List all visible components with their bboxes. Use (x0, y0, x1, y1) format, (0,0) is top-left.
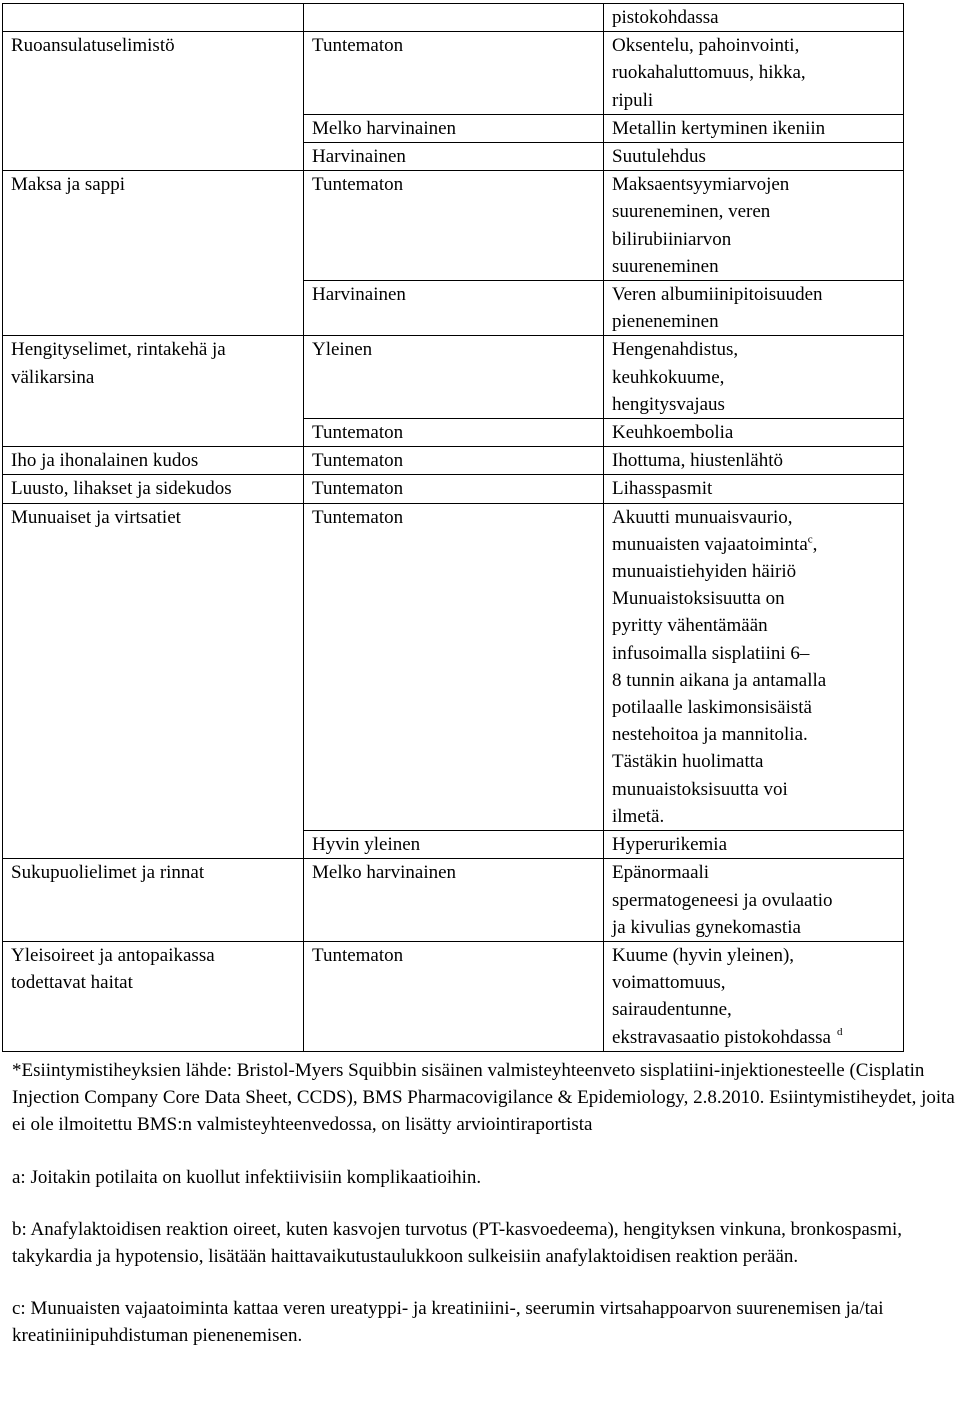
table-row (3, 831, 904, 859)
cell-text: ruokahaluttomuus, hikka, (612, 62, 806, 84)
table-row (3, 143, 904, 171)
organ-class-cell (3, 4, 304, 32)
organ-class-cell (3, 503, 304, 830)
cell-text: Kuume (hyvin yleinen), (612, 944, 795, 966)
frequency-text: Melko harvinainen (312, 862, 457, 884)
organ-class-line (11, 364, 303, 391)
reaction-cell (604, 941, 904, 1051)
organ-class-line (11, 942, 303, 969)
cell-text: Sukupuolielimet ja rinnat (11, 862, 205, 884)
cell-text: munuaisten vajaatoiminta (612, 533, 808, 555)
table-row (3, 503, 904, 830)
cell-text: Munuaiset ja virtsatiet (11, 506, 181, 528)
frequency-text: Tuntematon (312, 35, 404, 57)
reaction-line (612, 226, 903, 253)
frequency-cell (304, 941, 604, 1051)
cell-text: Ruoansulatuselimistö (11, 35, 175, 57)
cell-text: spermatogeneesi ja ovulaatio (612, 889, 833, 911)
table-row (3, 4, 904, 32)
cell-text: Hengityselimet, rintakehä ja (11, 339, 226, 361)
frequency-text: Tuntematon (312, 422, 404, 444)
frequency-cell (304, 859, 604, 942)
cell-text: ja kivulias gynekomastia (612, 916, 801, 938)
reaction-line (612, 748, 903, 775)
reaction-cell (604, 859, 904, 942)
footnotes (12, 1057, 957, 1350)
cell-text: bilirubiiniarvon (612, 228, 732, 250)
organ-class-cell (3, 143, 304, 171)
cell-text: potilaalle laskimonsisäistä (612, 697, 812, 719)
reaction-line (612, 914, 903, 941)
frequency-text: Tuntematon (312, 478, 404, 500)
table-row (3, 114, 904, 142)
frequency-cell (304, 4, 604, 32)
reaction-line (612, 308, 903, 335)
reaction-cell (604, 336, 904, 419)
footnote-mark-c: c (807, 533, 813, 546)
frequency-text: Harvinainen (312, 284, 406, 306)
reaction-line (612, 803, 903, 830)
organ-class-cell (3, 114, 304, 142)
reaction-cell (604, 475, 904, 503)
frequency-text: Tuntematon (312, 506, 404, 528)
footnote-b: b: Anafylaktoidisen reaktion oireet, kuten kasvojen turvotus (PT-kasvoedeema), hengityksen vinkuna, bronkospasmi, takykardia ja hypotensio, lisätään haittavaikutustaulukkoon sulkeisiin anafylaktoidisen reaktion perään. (12, 1218, 903, 1268)
reaction-line (612, 996, 903, 1023)
table-row (3, 447, 904, 475)
reaction-line (612, 969, 903, 996)
reaction-line (612, 558, 903, 585)
reaction-cell (604, 281, 904, 336)
frequency-cell (304, 475, 604, 503)
reaction-line (612, 4, 903, 31)
cell-text: Lihasspasmit (612, 478, 713, 500)
cell-text: pyritty vähentämään (612, 615, 768, 637)
frequency-text: Tuntematon (312, 944, 404, 966)
reaction-line (612, 859, 903, 886)
table-row (3, 171, 904, 281)
cell-text: munuaistoksisuutta voi (612, 778, 788, 800)
reaction-line (612, 87, 903, 114)
cell-text: infusoimalla sisplatiini 6– (612, 642, 810, 664)
frequency-text: Hyvin yleinen (312, 834, 421, 856)
reaction-line (612, 1024, 903, 1051)
organ-class-line (11, 969, 303, 996)
reaction-line (612, 612, 903, 639)
cell-text: Hyperurikemia (612, 834, 728, 856)
reaction-line (612, 364, 903, 391)
frequency-cell (304, 171, 604, 281)
reaction-line (612, 640, 903, 667)
cell-text: Munuaistoksisuutta on (612, 588, 785, 610)
organ-class-cell (3, 419, 304, 447)
cell-text: nestehoitoa ja mannitolia. (612, 724, 808, 746)
table-row (3, 941, 904, 1051)
organ-class-cell (3, 831, 304, 859)
frequency-cell (304, 281, 604, 336)
reaction-line (612, 667, 903, 694)
frequency-cell (304, 32, 604, 115)
cell-text: Epänormaali (612, 862, 710, 884)
reaction-line (612, 694, 903, 721)
cell-text: Luusto, lihakset ja sidekudos (11, 478, 232, 500)
cell-text: todettavat haitat (11, 972, 133, 994)
frequency-text: Melko harvinainen (312, 117, 457, 139)
table-row (3, 336, 904, 419)
cell-text: Akuutti munuaisvaurio, (612, 506, 793, 528)
adverse-effects-table (2, 3, 904, 1052)
cell-text: Ihottuma, hiustenlähtö (612, 450, 783, 472)
reaction-line (612, 391, 903, 418)
reaction-line (612, 942, 903, 969)
cell-text: pieneneminen (612, 311, 719, 333)
footnote-c: c: Munuaisten vajaatoiminta kattaa veren ureatyppi- ja kreatiniini-, seerumin virtsahappoarvon suurenemisen ja/tai kreatiniinipuhdistuman pienenemisen. (12, 1298, 884, 1347)
cell-text: sairaudentunne, (612, 999, 732, 1021)
cell-text: Yleisoireet ja antopaikassa (11, 944, 215, 966)
organ-class-cell (3, 336, 304, 419)
frequency-text: Yleinen (312, 339, 373, 361)
frequency-cell (304, 447, 604, 475)
reaction-line (612, 721, 903, 748)
cell-text: keuhkokuume, (612, 366, 725, 388)
cell-text: Hengenahdistus, (612, 339, 739, 361)
reaction-line (612, 171, 903, 198)
organ-class-line (11, 32, 303, 59)
cell-text: Suutulehdus (612, 146, 706, 168)
cell-text: voimattomuus, (612, 972, 726, 994)
reaction-line (612, 336, 903, 363)
reaction-line (612, 143, 903, 170)
cell-text: Oksentelu, pahoinvointi, (612, 35, 800, 57)
footnote-mark-d: d (836, 1026, 843, 1039)
frequency-text: Tuntematon (312, 450, 404, 472)
cell-text: ilmetä. (612, 805, 665, 827)
organ-class-line (11, 336, 303, 363)
cell-text: välikarsina (11, 366, 95, 388)
cell-text: suureneminen (612, 255, 719, 277)
organ-class-cell (3, 475, 304, 503)
organ-class-line (11, 504, 303, 531)
reaction-line (612, 831, 903, 858)
reaction-line (612, 504, 903, 531)
organ-class-line (11, 447, 303, 474)
reaction-cell (604, 114, 904, 142)
source-note: *Esiintymistiheyksien lähde: Bristol-Myers Squibbin sisäinen valmisteyhteenveto sisplatiini-injektionesteelle (Cisplatin Injection Company Core Data Sheet, CCDS), BMS Pharmacovigilance & Epidemiology, 2.8.2010. Esiintymistiheydet, joita ei ole ilmoitettu BMS:n valmisteyhteenvedossa, on lisätty arviointiraportista (12, 1060, 955, 1136)
cell-text: suureneminen, veren (612, 201, 771, 223)
reaction-line (612, 531, 903, 558)
reaction-cell (604, 143, 904, 171)
punctuation: , (812, 533, 818, 555)
organ-class-line (11, 475, 303, 502)
reaction-line (612, 419, 903, 446)
cell-text: munuaistiehyiden häiriö (612, 561, 797, 583)
reaction-line (612, 253, 903, 280)
cell-text: pistokohdassa (612, 7, 719, 28)
cell-text: ripuli (612, 89, 654, 111)
reaction-line (612, 115, 903, 142)
cell-text: Iho ja ihonalainen kudos (11, 450, 199, 472)
cell-text: 8 tunnin aikana ja antamalla (612, 669, 827, 691)
reaction-line (612, 475, 903, 502)
organ-class-cell (3, 32, 304, 115)
organ-class-line (11, 171, 303, 198)
cell-text: Veren albumiinipitoisuuden (612, 284, 823, 306)
reaction-cell (604, 503, 904, 830)
reaction-line (612, 281, 903, 308)
frequency-text: Harvinainen (312, 146, 406, 168)
organ-class-cell (3, 859, 304, 942)
table-row (3, 859, 904, 942)
organ-class-cell (3, 281, 304, 336)
organ-class-cell (3, 447, 304, 475)
frequency-cell (304, 114, 604, 142)
frequency-text: Tuntematon (312, 174, 404, 196)
organ-class-cell (3, 941, 304, 1051)
reaction-line (612, 887, 903, 914)
reaction-line (612, 776, 903, 803)
reaction-cell (604, 32, 904, 115)
table-row (3, 281, 904, 336)
cell-text: ekstravasaatio pistokohdassa (612, 1026, 831, 1048)
reaction-line (612, 32, 903, 59)
reaction-cell (604, 419, 904, 447)
table-row (3, 32, 904, 115)
cell-text: Maksa ja sappi (11, 174, 125, 196)
reaction-line (612, 59, 903, 86)
cell-text: Keuhkoembolia (612, 422, 734, 444)
footnote-a: a: Joitakin potilaita on kuollut infektiivisiin komplikaatioihin. (12, 1166, 482, 1188)
frequency-cell (304, 336, 604, 419)
cell-text: Tästäkin huolimatta (612, 751, 764, 773)
frequency-cell (304, 143, 604, 171)
cell-text: hengitysvajaus (612, 393, 725, 415)
reaction-line (612, 198, 903, 225)
organ-class-cell (3, 171, 304, 281)
reaction-cell (604, 4, 904, 32)
reaction-line (612, 585, 903, 612)
reaction-cell (604, 171, 904, 281)
frequency-cell (304, 503, 604, 830)
cell-text: Maksaentsyymiarvojen (612, 174, 790, 196)
table-row (3, 419, 904, 447)
reaction-cell (604, 831, 904, 859)
frequency-cell (304, 831, 604, 859)
cell-text: Metallin kertyminen ikeniin (612, 117, 826, 139)
reaction-cell (604, 447, 904, 475)
reaction-line (612, 447, 903, 474)
organ-class-line (11, 859, 303, 886)
table-row (3, 475, 904, 503)
frequency-cell (304, 419, 604, 447)
